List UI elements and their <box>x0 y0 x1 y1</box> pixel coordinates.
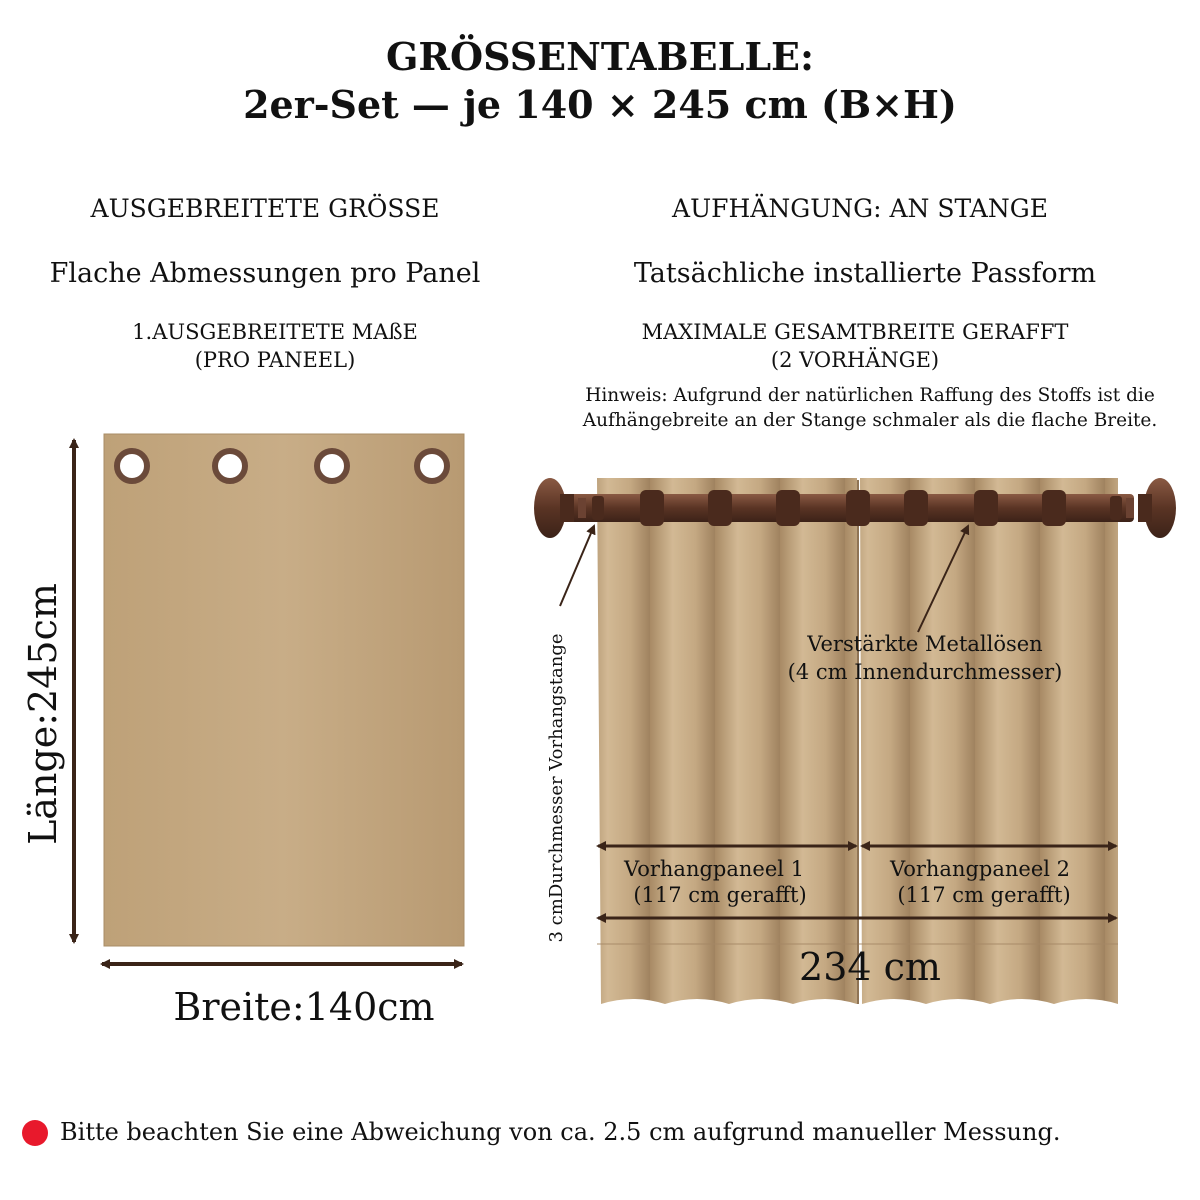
grommet-label-line2: (4 cm Innendurchmesser) <box>787 660 1063 684</box>
hung-curtains <box>597 478 1118 1004</box>
right-subheading: Tatsächliche installierte Passform <box>633 258 1097 289</box>
red-bullet-icon <box>22 1120 48 1146</box>
left-heading: AUSGEBREITETE GRÖSSE <box>90 194 440 223</box>
curtain-panel-2 <box>860 478 1118 1004</box>
right-caption-line2: (2 VORHÄNGE) <box>770 348 940 372</box>
footer-note: Bitte beachten Sie eine Abweichung von ca. 2.5 cm aufgrund manueller Messung. <box>60 1118 1061 1146</box>
panel1-label-line1: Vorhangpaneel 1 <box>623 857 805 881</box>
rod-finial-right <box>1110 478 1176 538</box>
panel1-label-line2: (117 cm gerafft) <box>633 883 807 907</box>
page-subtitle: 2er-Set — je 140 × 245 cm (B×H) <box>243 82 957 127</box>
rod-pointer <box>560 526 594 606</box>
grommet-label-line1: Verstärkte Metallösen <box>807 632 1043 656</box>
panel2-label-line2: (117 cm gerafft) <box>897 883 1071 907</box>
right-caption-line1: MAXIMALE GESAMTBREITE GERAFFT <box>641 320 1069 344</box>
left-subheading: Flache Abmessungen pro Panel <box>49 258 481 289</box>
page-title: GRÖSSENTABELLE: <box>385 34 815 79</box>
flat-panel <box>104 434 464 946</box>
length-label: Länge:245cm <box>21 583 65 845</box>
curtain-panel-1 <box>597 478 857 1004</box>
total-width-label: 234 cm <box>799 945 941 989</box>
panel2-label-line1: Vorhangpaneel 2 <box>889 857 1071 881</box>
left-caption-line1: 1.AUSGEBREITETE MAßE <box>132 320 418 344</box>
width-label: Breite:140cm <box>173 985 435 1029</box>
right-heading: AUFHÄNGUNG: AN STANGE <box>672 194 1048 223</box>
flat-panel-fabric <box>104 434 464 946</box>
rod-diameter-label: 3 cmDurchmesser Vorhangstange <box>546 633 567 943</box>
left-caption-line2: (PRO PANEEL) <box>194 348 356 372</box>
hint-line2: Aufhängebreite an der Stange schmaler als die flache Breite. <box>582 410 1158 431</box>
hint-line1: Hinweis: Aufgrund der natürlichen Raffung des Stoffs ist die <box>585 385 1155 406</box>
